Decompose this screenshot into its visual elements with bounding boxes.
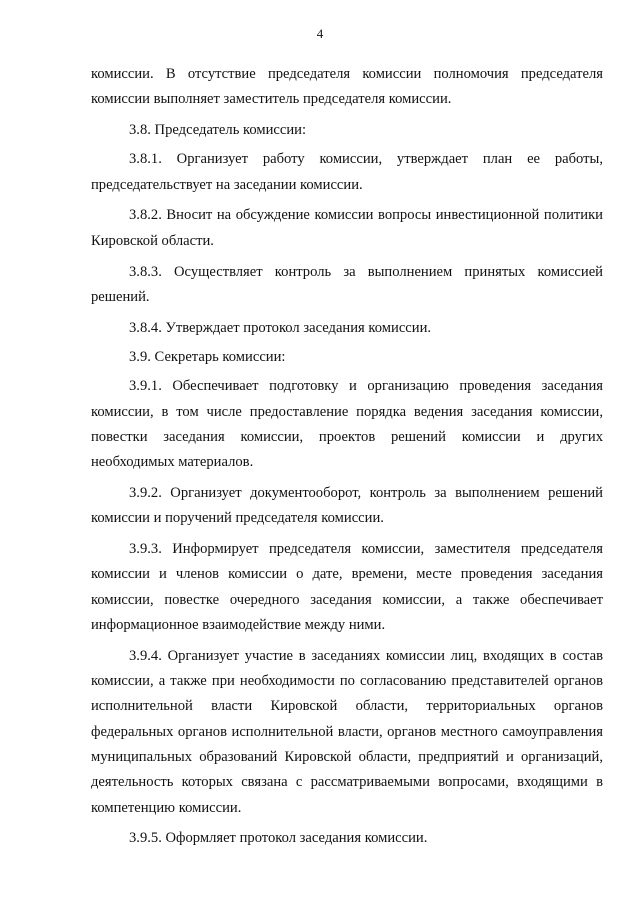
section-3-9-heading: 3.9. Секретарь комиссии: <box>129 348 286 365</box>
clause-3-8-2: 3.8.2. Вносит на обсуждение комиссии вопросы инвестиционной политики Кировской области. <box>91 207 603 249</box>
section-3-8-heading: 3.8. Председатель комиссии: <box>129 122 307 139</box>
clause-3-9-5: 3.9.5. Оформляет протокол заседания комиссии. <box>129 830 428 847</box>
clause-3-9-4: 3.9.4. Организует участие в заседаниях комиссии лиц, входящих в состав комиссии, а также при необходимости по согласованию представителей органов исполнительной власти Кировской области, территориальных органов федеральных органов исполнительной власти, органов местного самоуправления муниципальных образований Кировской области, предприятий и организаций, деятельность которых связана с рассматриваемыми вопросами, входящими в компетенцию комиссии. <box>91 647 603 816</box>
page-number: 4 <box>316 26 324 41</box>
clause-3-8-3: 3.8.3. Осуществляет контроль за выполнением принятых комиссией решений. <box>91 263 603 305</box>
clause-3-8-1: 3.8.1. Организует работу комиссии, утверждает план ее работы, председательствует на заседании комиссии. <box>91 151 603 193</box>
clause-3-9-2: 3.9.2. Организует документооборот, контроль за выполнением решений комиссии и поручений председателя комиссии. <box>91 484 603 527</box>
paragraph-continuation: комиссии. В отсутствие председателя комиссии полномочия председателя комиссии выполняет заместитель председателя комиссии. <box>91 66 603 108</box>
clause-3-8-4: 3.8.4. Утверждает протокол заседания комиссии. <box>129 319 432 336</box>
clause-3-9-1: 3.9.1. Обеспечивает подготовку и организацию проведения заседания комиссии, в том числе предоставление порядка ведения заседания комиссии, повестки заседания комиссии, проектов решений комиссии и других необходимых материалов. <box>91 378 603 471</box>
clause-3-9-3: 3.9.3. Информирует председателя комиссии, заместителя председателя комиссии и членов комиссии о дате, времени, месте проведения заседания комиссии, повестке очередного заседания комиссии, а также обеспечивает информационное взаимодействие между ними. <box>91 541 603 633</box>
document-body <box>91 62 603 857</box>
